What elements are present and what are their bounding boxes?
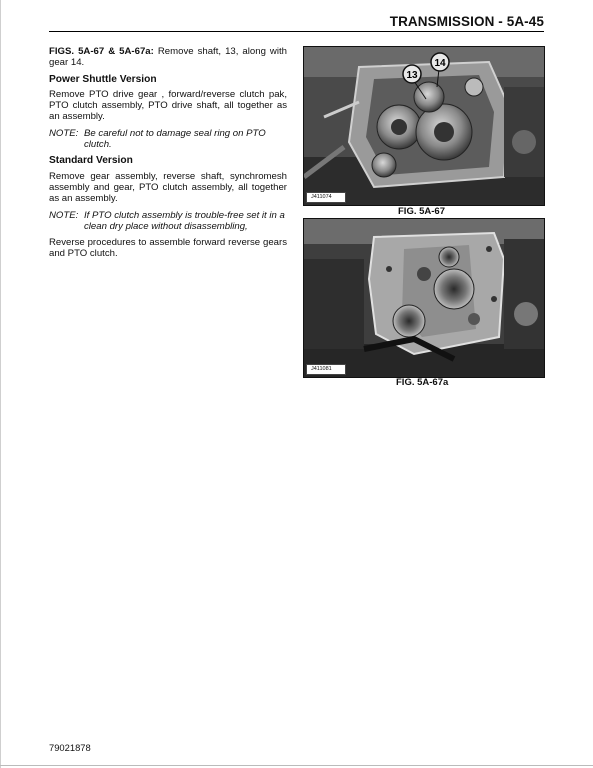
callout-14: 14 <box>434 58 446 69</box>
standard-note <box>49 210 287 233</box>
note-text: If PTO clutch assembly is trouble-free set it in a clean dry place without disassembling, <box>84 209 285 232</box>
bottom-rule <box>0 765 593 766</box>
document-code: 79021878 <box>49 742 91 753</box>
power-shuttle-body: Remove PTO drive gear , forward/reverse clutch pak, PTO clutch assembly, PTO drive shaft, all together as an assembly. <box>49 88 287 123</box>
figure-caption-5a-67: FIG. 5A-67 <box>398 206 445 217</box>
power-shuttle-note <box>49 128 287 151</box>
closing-paragraph: Reverse procedures to assemble forward reverse gears and PTO clutch. <box>49 237 287 260</box>
power-shuttle-heading: Power Shuttle Version <box>49 73 157 85</box>
note-text: Be careful not to damage seal ring on PTO clutch. <box>84 127 266 151</box>
figure-photo-5a-67a <box>303 218 545 378</box>
standard-body: Remove gear assembly, reverse shaft, synchromesh assembly and gear, PTO clutch assembly, all together as an assembly. <box>49 170 287 205</box>
note-label: NOTE: <box>49 209 79 221</box>
callout-13: 13 <box>406 70 418 81</box>
transmission-gears-photo <box>304 47 544 205</box>
photo-id-label: J411081 <box>306 364 346 375</box>
figure-caption-5a-67a: FIG. 5A-67a <box>396 377 449 388</box>
note-label: NOTE: <box>49 127 79 139</box>
standard-heading: Standard Version <box>49 155 133 167</box>
header-rule <box>49 31 544 32</box>
intro-text: Remove shaft, 13, along with gear 14. <box>49 46 287 69</box>
page-header-title: TRANSMISSION - 5A-45 <box>389 14 544 29</box>
figure-reference: FIGS. 5A-67 & 5A-67a: <box>49 46 154 57</box>
figure-photo-5a-67 <box>303 46 545 206</box>
page-edge <box>0 0 1 768</box>
photo-id-label: J411074 <box>306 192 346 203</box>
instruction-text-column <box>49 46 287 260</box>
transmission-housing-photo <box>304 219 544 377</box>
intro-paragraph <box>49 46 287 69</box>
